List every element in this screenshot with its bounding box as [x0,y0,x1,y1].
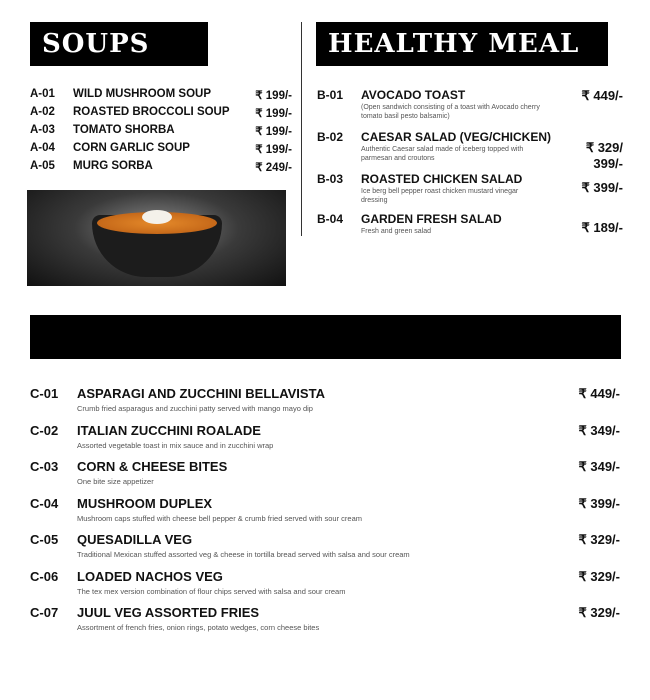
item-desc: Mushroom caps stuffed with cheese bell pepper & crumb fried served with sour cream [77,513,362,523]
item-desc: Authentic Caesar salad made of iceberg topped with parmesan and croutons [361,146,524,162]
item-code: A-05 [30,160,55,172]
item-code: B-03 [317,172,344,186]
item-code: B-04 [317,212,344,226]
item-price: ₹ 449/- [578,386,620,401]
item-price: ₹ 399/- [578,495,620,511]
item-name: ITALIAN ZUCCHINI ROALADE [77,422,261,438]
item-code: A-01 [30,88,55,100]
item-code: B-02 [317,130,344,144]
item-name: WILD MUSHROOM SOUP [73,88,211,100]
menu-item [30,605,622,641]
healthy-meal-heading: HEALTHY MEAL [316,22,608,66]
item-price: ₹ 329/ 399/- [585,140,623,171]
item-name: GARDEN FRESH SALAD [361,212,502,226]
item-code: C-05 [30,532,59,547]
menu-item [30,423,622,459]
item-price: ₹ 199/- [255,90,292,102]
item-code: C-04 [30,495,59,511]
item-price: ₹ 329/- [578,568,620,584]
item-price: ₹ 449/- [581,88,623,103]
item-price: ₹ 199/- [255,126,292,138]
soup-bowl-image [27,190,286,286]
menu-item [30,160,292,178]
menu-item [30,106,292,124]
item-name: LOADED NACHOS VEG [77,568,223,584]
item-name: MURG SORBA [73,160,153,172]
item-price: ₹ 349/- [578,422,620,438]
column-divider [301,22,302,236]
item-name: ASPARAGI AND ZUCCHINI BELLAVISTA [77,386,325,401]
item-price: ₹ 249/- [255,162,292,174]
menu-item [30,532,622,568]
item-desc: Assorted vegetable toast in mix sauce and in zucchini wrap [77,440,274,450]
item-name: CAESAR SALAD (VEG/CHICKEN) [361,130,552,144]
item-code: B-01 [317,88,344,102]
item-name: CORN GARLIC SOUP [73,142,190,154]
item-name: JUUL VEG ASSORTED FRIES [77,605,260,620]
menu-item [30,386,622,422]
item-code: C-01 [30,386,59,401]
menu-item [30,88,292,106]
section-banner [30,315,621,359]
item-code: A-03 [30,124,55,136]
menu-item [30,142,292,160]
item-desc: Crumb fried asparagus and zucchini patty served with mango mayo dip [77,404,313,413]
item-desc: Traditional Mexican stuffed assorted veg & cheese in tortilla bread served with salsa and sour cream [77,550,410,559]
item-price: ₹ 329/- [578,532,620,547]
item-desc: The tex mex version combination of flour chips served with salsa and sour cream [77,586,346,596]
item-desc: (Open sandwich consisting of a toast with Avocado cherry tomato basil pesto balsamic) [361,104,540,120]
item-price: ₹ 189/- [581,220,623,235]
menu-item [30,569,622,605]
item-name: CORN & CHEESE BITES [77,459,228,474]
item-desc: One bite size appetizer [77,477,154,486]
item-price: ₹ 399/- [581,180,623,195]
item-price: ₹ 199/- [255,108,292,120]
item-desc: Ice berg bell pepper roast chicken mustard vinegar dressing [361,188,519,204]
item-code: A-04 [30,142,55,154]
item-price: ₹ 199/- [255,144,292,156]
item-code: C-02 [30,422,59,438]
item-name: MUSHROOM DUPLEX [77,495,213,511]
menu-item [30,124,292,142]
item-code: C-06 [30,568,59,584]
item-code: C-03 [30,459,59,474]
item-name: AVOCADO TOAST [361,88,466,102]
item-name: ROASTED BROCCOLI SOUP [73,106,230,118]
item-name: QUESADILLA VEG [77,532,193,547]
item-desc: Fresh and green salad [361,228,432,235]
item-desc: Assortment of french fries, onion rings, potato wedges, corn cheese bites [77,623,320,632]
item-price: ₹ 349/- [578,459,620,474]
item-price: ₹ 329/- [578,605,620,620]
item-name: ROASTED CHICKEN SALAD [361,172,523,186]
menu-item [30,459,622,495]
menu-item [30,496,622,532]
item-name: TOMATO SHORBA [73,124,175,136]
item-code: C-07 [30,605,59,620]
item-code: A-02 [30,106,55,118]
soups-heading: SOUPS [30,22,208,66]
